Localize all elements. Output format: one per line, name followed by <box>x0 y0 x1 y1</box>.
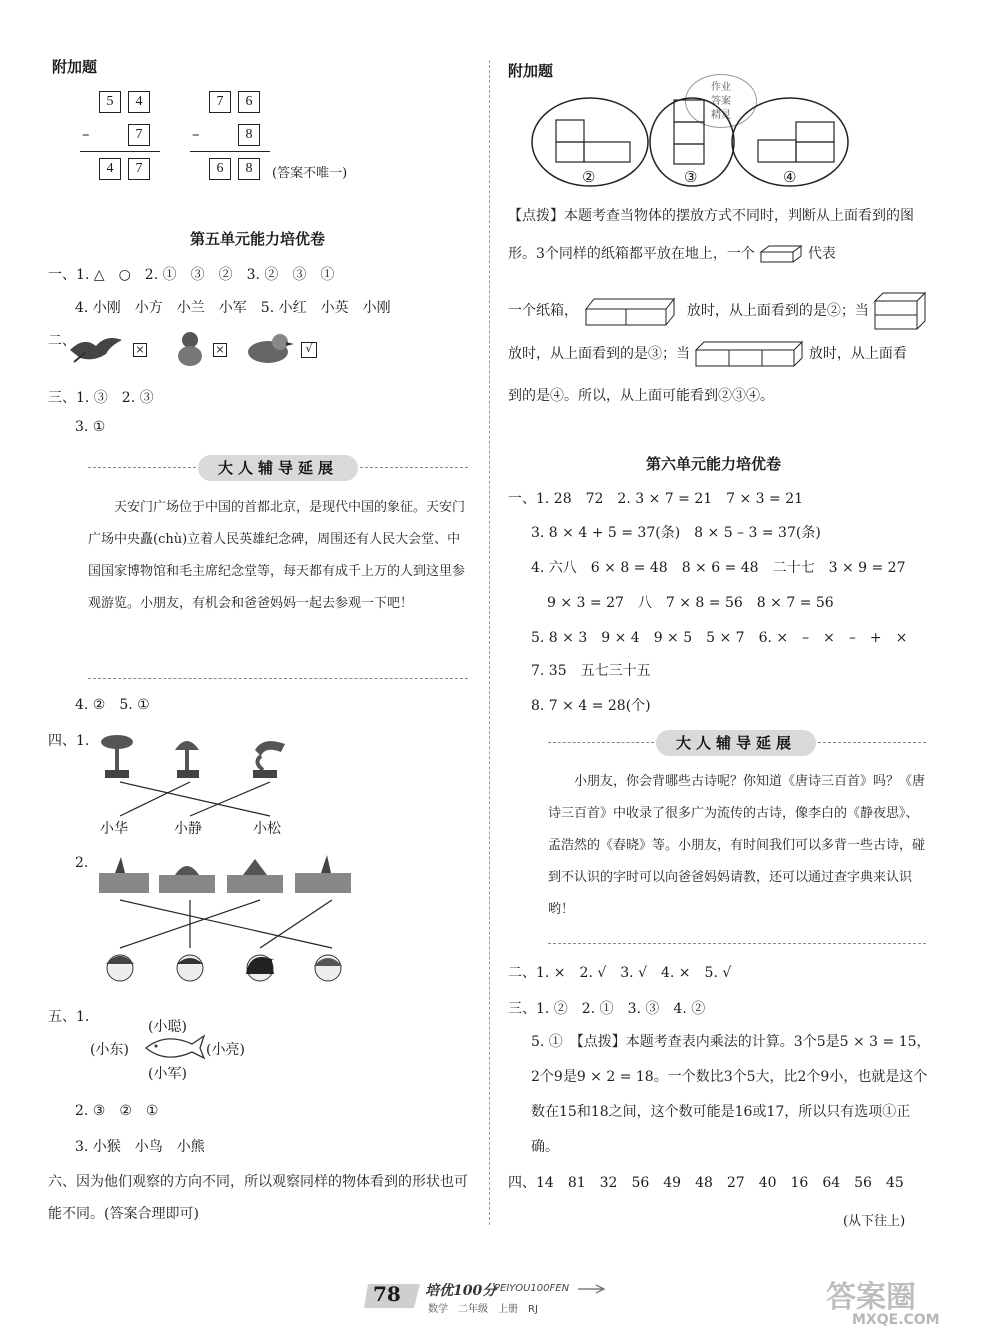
right-line-si: 四、14 81 32 56 49 48 27 40 16 64 56 45 <box>508 1175 904 1191</box>
lamp-icon <box>253 741 285 778</box>
unit6-line: 5. 8 × 3 9 × 4 9 × 5 5 × 7 6. × – × – + × <box>531 630 908 646</box>
circle-label: ② <box>582 168 596 186</box>
q2-mark: √ <box>301 342 317 358</box>
watermark-logo: 答案圈 <box>826 1280 916 1315</box>
calc-a-rule <box>80 151 160 152</box>
q5-name-left: (小东) <box>90 1042 129 1058</box>
q5-2: 2. ③ ② ① <box>75 1103 159 1119</box>
duck-icon <box>244 330 296 366</box>
watermark-url: MXQE.COM <box>852 1312 940 1328</box>
q5-hint: 5. ① 【点拨】本题考查表内乘法的计算。3个5是5 × 3 = 15，2个9是9 × 2 = 18。一个数比3个5大，比2个9小，也就是这个数在15和18之间，这个数可能是16或17，所以只有选项①正确。 <box>531 1034 931 1155</box>
right-extra-title: 附加题 <box>508 62 554 80</box>
calc-b-digit: 7 <box>209 91 231 113</box>
child-head-icon <box>177 955 203 981</box>
column-divider <box>489 60 490 1225</box>
lamp-icon <box>101 735 133 778</box>
q6-answer: 六、因为他们观察的方向不同，所以观察同样的物体看到的形状也可能不同。(答案合理即可) <box>48 1174 468 1222</box>
q5-label: 五、1. <box>48 1009 90 1025</box>
q5-name-bottom: (小军) <box>148 1066 187 1082</box>
left-line-45: 4. ② 5. ① <box>75 697 150 713</box>
circle-label: ③ <box>684 168 698 186</box>
unit6-line: 9 × 3 = 27 八 7 × 8 = 56 8 × 7 = 56 <box>547 595 834 611</box>
single-box-icon <box>759 244 803 264</box>
q5-name-right: (小亮) <box>206 1042 245 1058</box>
calc-note: (答案不唯一) <box>272 166 348 181</box>
banner1-text: 天安门广场位于中国的首都北京，是现代中国的象征。天安门广场中央矗(chù)立着人民英雄纪念碑，周围还有人民大会堂、中国国家博物馆和毛主席纪念堂等，每天都有成千上万的人到这里参观游览。小朋友，有机会和爸爸妈妈一起去参观一下吧！ <box>88 500 466 611</box>
banner2-text: 小朋友，你会背哪些古诗呢？你知道《唐诗三百首》吗？《唐诗三百首》中收录了很多广为流传的古诗，像李白的《静夜思》、孟浩然的《春晓》等。小朋友，有时间我们可以多背一些古诗，碰到不认识的字时可以向爸爸妈妈请教，还可以通过查字典来认识哟！ <box>548 774 926 917</box>
calc-b-digit: 6 <box>209 158 231 180</box>
child-figure-icon <box>170 328 210 368</box>
hint-text-1-b: 代表 <box>807 246 836 262</box>
child-head-icon <box>246 955 274 981</box>
banner-label: 大人辅导延展 <box>656 730 816 756</box>
child-head-icon <box>314 955 342 981</box>
q4-name: 小华 <box>100 821 128 837</box>
banner-label: 大人辅导延展 <box>198 455 358 481</box>
stamp-line: 答案 <box>711 96 731 107</box>
page-footer <box>0 1268 1000 1333</box>
calc-b-minus: – <box>192 125 200 143</box>
circle-label: ④ <box>783 168 797 186</box>
unit5-line: 二、 <box>48 333 76 349</box>
arrow-icon <box>578 1284 608 1294</box>
banner-adult-guide-1 <box>88 455 468 481</box>
calc-a-digit: 7 <box>128 124 150 146</box>
banner-adult-guide-2 <box>548 730 926 756</box>
unit6-line: 一、1. 28 72 2. 3 × 7 = 21 7 × 3 = 21 <box>508 491 804 507</box>
unit5-line: 3. ① <box>75 419 106 435</box>
lamp-icon <box>175 741 199 778</box>
calc-a-digit: 4 <box>99 158 121 180</box>
q4-label: 四、1. <box>48 733 90 749</box>
boxes-row-icon <box>694 340 804 368</box>
calc-b-digit: 8 <box>238 158 260 180</box>
calc-a-digit: 7 <box>128 158 150 180</box>
unit6-line: 8. 7 × 4 = 28(个) <box>531 698 651 714</box>
child-head-icon <box>106 955 134 981</box>
hint-text-3b: 放时，从上面看 <box>808 346 907 362</box>
banner2-bottom-rule <box>548 943 926 944</box>
bird-icon <box>66 332 126 366</box>
unit6-line: 3. 8 × 4 + 5 = 37(条) 8 × 5 – 3 = 37(条) <box>531 525 821 541</box>
unit5-title: 第五单元能力培优卷 <box>190 230 326 248</box>
hint-text-4: 到的是④。所以，从上面可能看到②③④。 <box>508 388 774 404</box>
building-icon <box>159 866 215 893</box>
q2-mark: × <box>213 343 227 357</box>
calc-a-digit: 5 <box>99 91 121 113</box>
stamp-line: 精灵 <box>711 110 731 121</box>
q2-mark: × <box>133 343 147 357</box>
building-icon <box>227 859 283 893</box>
unit5-line: 三、1. ③ 2. ③ <box>48 390 154 406</box>
calc-a-minus: – <box>82 125 90 143</box>
hint-line-2 <box>508 291 929 331</box>
banner1-bottom-rule <box>88 678 468 679</box>
q4-name: 小松 <box>253 821 281 837</box>
fish-icon <box>142 1034 206 1060</box>
kids-figure <box>100 950 350 986</box>
bottom-note: (从下往上) <box>843 1214 906 1229</box>
unit6-line: 4. 六八 6 × 8 = 48 8 × 6 = 48 二十七 3 × 9 = 27 <box>531 560 906 576</box>
calc-a-digit: 4 <box>128 91 150 113</box>
brand-name: 培优100分 <box>425 1283 497 1299</box>
page-number: 78 <box>373 1282 401 1306</box>
building-icon <box>295 855 351 893</box>
brand-en: PEIYOU100FEN <box>494 1283 570 1294</box>
unit6-title: 第六单元能力培优卷 <box>646 455 782 473</box>
right-line-san: 三、1. ② 2. ① 3. ③ 4. ② <box>508 1001 706 1017</box>
hint-text-1 <box>508 197 933 273</box>
unit6-line: 7. 35 五七三十五 <box>531 663 651 679</box>
book-subinfo: 数学 二年级 上册 RJ <box>428 1304 538 1315</box>
q4-2-match-lines <box>100 898 360 950</box>
hint-line-3 <box>508 340 907 368</box>
hint-text-2a: 一个纸箱， <box>508 303 578 319</box>
building-icon <box>99 857 149 893</box>
boxes-stacked-icon <box>873 291 929 331</box>
hint-text-2b: 放时，从上面看到的是②；当 <box>686 303 869 319</box>
calc-b-rule <box>190 151 270 152</box>
lamps-figure <box>95 732 295 782</box>
right-line-er: 二、1. × 2. √ 3. √ 4. × 5. √ <box>508 965 732 981</box>
q4-name: 小静 <box>174 821 202 837</box>
q5-3: 3. 小猴 小鸟 小熊 <box>75 1139 205 1155</box>
stamp-line: 作业 <box>711 82 731 93</box>
hint-text-3a: 放时，从上面看到的是③；当 <box>508 346 690 362</box>
q4-match-lines <box>100 780 300 820</box>
calc-b-digit: 8 <box>238 124 260 146</box>
q5-name-top: (小聪) <box>148 1019 187 1035</box>
q4-2-label: 2. <box>75 855 89 871</box>
boxes-l-shape-icon <box>582 295 682 327</box>
unit5-line: 一、1. △ ○ 2. ① ③ ② 3. ② ③ ① <box>48 267 335 283</box>
left-extra-title: 附加题 <box>52 58 98 76</box>
buildings-figure <box>95 855 365 897</box>
hint-text-1-a: 【点拨】本题考查当物体的摆放方式不同时，判断从上面看到的图形。3个同样的纸箱都平放在地上，一个 <box>508 208 914 262</box>
calc-b-digit: 6 <box>238 91 260 113</box>
unit5-line: 4. 小刚 小方 小兰 小军 5. 小红 小英 小刚 <box>75 300 391 316</box>
